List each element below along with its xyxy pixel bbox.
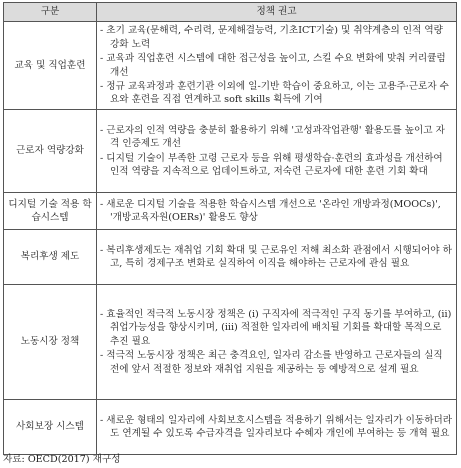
recommendation-item: - 근로자의 인적 역량을 충분히 활용하기 위해 '고성과작업관행' 활용도를 높이고 자격 인증제도 개선 bbox=[100, 124, 453, 151]
row-recommendations bbox=[97, 193, 457, 230]
row-recommendations bbox=[97, 22, 457, 110]
table-row bbox=[4, 285, 457, 400]
recommendation-item: - 새로운 형태의 일자리에 사회보호시스템을 적용하기 위해서는 일자리가 이동하더라도 연계될 수 있도록 수급자격을 일자리보다 수혜자 개인에 부여하는 등 개혁 필요 bbox=[100, 414, 453, 441]
recommendation-item: - 복리후생제도는 재취업 기회 확대 및 근로유인 저해 최소화 관점에서 시행되어야 하고, 특히 경제구조 변화로 실직하여 이직을 해야하는 근로자에 관심 필요 bbox=[100, 244, 453, 271]
recommendation-item: - 정규 교육과정과 훈련기관 이외에 일-기반 학습이 중요하고, 이는 고용주·근로자 수요와 훈련을 직접 연계하고 soft skills 획득에 기여 bbox=[100, 80, 453, 107]
source-note: 자료: OECD(2017) 재구성 bbox=[3, 454, 121, 465]
recommendation-item: - 새로운 디지털 기술을 적용한 학습시스템 개선으로 '온라인 개방과정(MOOCs)', '개방교육자원(OERs)' 활용도 향상 bbox=[100, 198, 453, 225]
table-row bbox=[4, 230, 457, 285]
table-row bbox=[4, 400, 457, 455]
recommendation-item: - 초기 교육(문해력, 수리력, 문제해결능력, 기초ICT기술) 및 취약계층의 인적 역량 강화 노력 bbox=[100, 24, 453, 51]
table-row bbox=[4, 22, 457, 110]
row-recommendations bbox=[97, 285, 457, 400]
recommendation-item: - 디지털 기술이 부족한 고령 근로자 등을 위해 평생학습·훈련의 효과성을 개선하여 인적 역량을 지속적으로 업데이트하고, 저숙련 근로자에 대한 훈련 기회 확대 bbox=[100, 152, 453, 179]
table-row bbox=[4, 193, 457, 230]
row-category: 복리후생 제도 bbox=[4, 230, 97, 285]
recommendation-item: - 교육과 직업훈련 시스템에 대한 접근성을 높이고, 스킬 수요 변화에 맞춰 커리큘럼 개선 bbox=[100, 52, 453, 79]
row-category: 사회보장 시스템 bbox=[4, 400, 97, 455]
table-header-row bbox=[4, 3, 457, 22]
header-policy: 정책 권고 bbox=[97, 3, 457, 22]
row-recommendations bbox=[97, 110, 457, 193]
row-category: 교육 및 직업훈련 bbox=[4, 22, 97, 110]
recommendation-item: - 적극적 노동시장 정책은 최근 충격요인, 일자리 감소를 반영하고 근로자들의 실직 전에 앞서 적절한 정보와 재취업 지원을 제공하는 등 예방적으로 설계 필요 bbox=[100, 349, 453, 376]
row-category: 디지털 기술 적용 학습시스템 bbox=[4, 193, 97, 230]
row-recommendations bbox=[97, 400, 457, 455]
row-category: 근로자 역량강화 bbox=[4, 110, 97, 193]
policy-table bbox=[3, 2, 457, 455]
row-recommendations bbox=[97, 230, 457, 285]
table-row bbox=[4, 110, 457, 193]
recommendation-item: - 효율적인 적극적 노동시장 정책은 (i) 구직자에 적극적인 구직 동기를 부여하고, (ii) 취업가능성을 향상시키며, (iii) 적절한 일자리에 배치될 기회를 확대할 목적으로 추진 필요 bbox=[100, 308, 453, 348]
header-category: 구분 bbox=[4, 3, 97, 22]
row-category: 노동시장 정책 bbox=[4, 285, 97, 400]
